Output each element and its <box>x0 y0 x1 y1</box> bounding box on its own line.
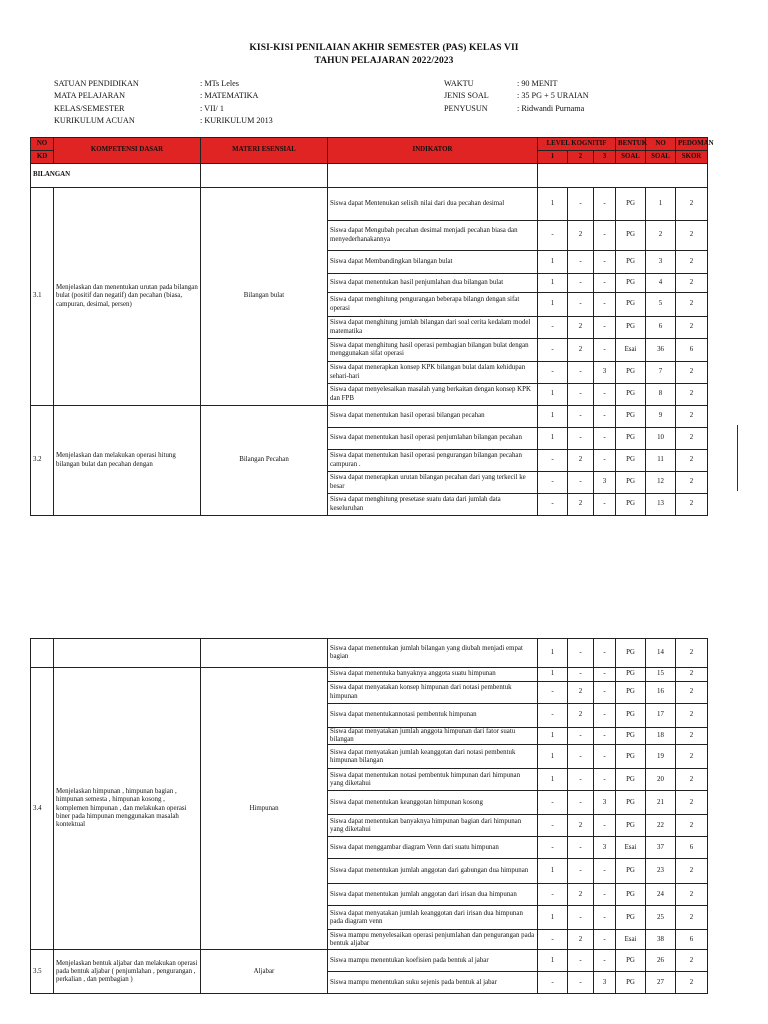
bentuk-soal-cell: PG <box>616 791 646 815</box>
level-2-cell: 2 <box>568 704 594 728</box>
level-1-cell: - <box>538 362 568 384</box>
no-soal-cell: 9 <box>646 406 676 428</box>
bentuk-soal-cell: PG <box>616 884 646 906</box>
table-row <box>31 188 708 221</box>
level-3-cell: - <box>594 274 616 293</box>
kompetensi-dasar: Menjelaskan himpunan , himpunan bagian , himpunan semesta , himpunan kosong , komplemen himpunan , dan melakukan operasi biner pada himpunan menggunakan masalah kontektual <box>54 668 201 950</box>
no-soal-cell: 36 <box>646 339 676 362</box>
level-2-cell: - <box>568 428 594 450</box>
bentuk-soal-cell: PG <box>616 668 646 682</box>
meta-value: : KURIKULUM 2013 <box>200 115 273 125</box>
level-3-cell: - <box>594 639 616 668</box>
skor-cell: 2 <box>676 428 708 450</box>
no-soal-cell: 18 <box>646 728 676 745</box>
header-bentuk: BENTUK <box>616 138 646 151</box>
bentuk-soal-cell: PG <box>616 950 646 972</box>
materi-esensial: Aljabar <box>201 950 328 994</box>
level-2-cell: - <box>568 293 594 317</box>
header-no-soal-sub: SOAL <box>646 151 676 164</box>
level-2-cell: 2 <box>568 930 594 950</box>
bentuk-soal-cell: PG <box>616 450 646 472</box>
meta-label: SATUAN PENDIDIKAN <box>54 79 139 88</box>
indikator-cell: Siswa dapat menentukannotasi pembentuk himpunan <box>328 704 538 728</box>
level-2-cell: - <box>568 745 594 769</box>
skor-cell: 2 <box>676 972 708 994</box>
level-1-cell: - <box>538 682 568 704</box>
no-soal-cell: 25 <box>646 906 676 930</box>
table-row <box>31 406 708 428</box>
level-1-cell: 1 <box>538 745 568 769</box>
table-header-row <box>31 138 708 151</box>
bentuk-soal-cell: PG <box>616 362 646 384</box>
meta-right-labels <box>444 78 489 115</box>
indikator-cell: Siswa dapat menerapkan urutan bilangan pecahan dari yang terkecil ke besar <box>328 472 538 494</box>
level-3-cell: - <box>594 251 616 274</box>
materi-esensial: Bilangan bulat <box>201 188 328 406</box>
level-2-cell: - <box>568 384 594 406</box>
no-soal-cell: 24 <box>646 884 676 906</box>
header-materi: MATERI ESENSIAL <box>201 138 328 164</box>
no-soal-cell: 6 <box>646 317 676 339</box>
skor-cell: 2 <box>676 815 708 837</box>
level-2-cell: 2 <box>568 317 594 339</box>
level-2-cell: 2 <box>568 339 594 362</box>
skor-cell: 2 <box>676 668 708 682</box>
level-3-cell: - <box>594 884 616 906</box>
level-1-cell: - <box>538 472 568 494</box>
header-level-1: 1 <box>538 151 568 164</box>
no-soal-cell: 11 <box>646 450 676 472</box>
level-2-cell: - <box>568 472 594 494</box>
indikator-cell: Siswa dapat menghitung jumlah bilangan dari soal cerita kedalam model matematika <box>328 317 538 339</box>
level-3-cell: - <box>594 221 616 251</box>
level-2-cell: 2 <box>568 682 594 704</box>
indikator-cell: Siswa dapat menentukan hasil operasi penjumlahan bilangan pecahan <box>328 428 538 450</box>
level-3-cell: - <box>594 906 616 930</box>
level-3-cell: - <box>594 668 616 682</box>
level-3-cell: - <box>594 769 616 791</box>
level-3-cell: - <box>594 682 616 704</box>
level-1-cell: - <box>538 884 568 906</box>
table-row <box>31 639 708 668</box>
skor-cell: 2 <box>676 221 708 251</box>
skor-cell: 2 <box>676 293 708 317</box>
skor-cell: 2 <box>676 472 708 494</box>
no-soal-cell: 2 <box>646 221 676 251</box>
header-level-3: 3 <box>594 151 616 164</box>
no-soal-cell: 10 <box>646 428 676 450</box>
level-1-cell: - <box>538 704 568 728</box>
skor-cell: 2 <box>676 728 708 745</box>
level-2-cell: - <box>568 728 594 745</box>
skor-cell: 2 <box>676 251 708 274</box>
level-3-cell: - <box>594 704 616 728</box>
no-soal-cell: 16 <box>646 682 676 704</box>
level-1-cell: 1 <box>538 274 568 293</box>
indikator-cell: Siswa dapat menentukan hasil operasi pengurangan bilangan pecahan campuran . <box>328 450 538 472</box>
bentuk-soal-cell: PG <box>616 317 646 339</box>
meta-value: : 35 PG + 5 URAIAN <box>517 91 589 101</box>
no-soal-cell: 12 <box>646 472 676 494</box>
bentuk-soal-cell: PG <box>616 639 646 668</box>
level-1-cell: 1 <box>538 769 568 791</box>
bentuk-soal-cell: PG <box>616 251 646 274</box>
skor-cell: 2 <box>676 639 708 668</box>
bentuk-soal-cell: PG <box>616 274 646 293</box>
level-2-cell: - <box>568 362 594 384</box>
indikator-cell: Siswa dapat menghitung pengurangan beberapa bilangn dengan sifat operasi <box>328 293 538 317</box>
indikator-cell: Siswa dapat menyatakan jumlah keanggotan dari irisan dua himpunan pada diagram venn <box>328 906 538 930</box>
no-soal-cell: 3 <box>646 251 676 274</box>
bentuk-soal-cell: PG <box>616 972 646 994</box>
document-subtitle: TAHUN PELAJARAN 2022/2023 <box>314 56 454 66</box>
skor-cell: 2 <box>676 406 708 428</box>
level-1-cell: - <box>538 221 568 251</box>
level-2-cell: - <box>568 769 594 791</box>
level-2-cell: 2 <box>568 884 594 906</box>
kompetensi-dasar: Menjelaskan bentuk aljabar dan melakukan operasi pada bentuk aljabar ( penjumlahan , pengurangan , perkalian , dan pembagian ) <box>54 950 201 994</box>
bentuk-soal-cell: PG <box>616 221 646 251</box>
meta-label: KELAS/SEMESTER <box>54 103 125 113</box>
level-1-cell: 1 <box>538 668 568 682</box>
kisi-table-page-2 <box>30 638 708 994</box>
skor-cell: 2 <box>676 682 708 704</box>
header-skor: PEDOMAN <box>676 138 708 151</box>
bentuk-soal-cell: PG <box>616 769 646 791</box>
bentuk-soal-cell: PG <box>616 406 646 428</box>
skor-cell: 2 <box>676 745 708 769</box>
level-1-cell: 1 <box>538 639 568 668</box>
indikator-cell: Siswa mampu menyelesaikan operasi penjumlahan dan pengurangan pada bentuk aljabar <box>328 930 538 950</box>
indikator-cell: Siswa dapat menerapkan konsep KPK bilangan bulat dalam kehidupan sehari-hari <box>328 362 538 384</box>
level-2-cell: - <box>568 906 594 930</box>
skor-cell: 2 <box>676 769 708 791</box>
level-1-cell: 1 <box>538 859 568 884</box>
level-3-cell: - <box>594 950 616 972</box>
materi-cell-empty <box>201 639 328 668</box>
skor-cell: 2 <box>676 362 708 384</box>
margin-mark <box>737 425 738 491</box>
level-1-cell: - <box>538 815 568 837</box>
level-3-cell: - <box>594 293 616 317</box>
skor-cell: 2 <box>676 384 708 406</box>
indikator-cell: Siswa dapat menentukan keanggotan himpunan kosong <box>328 791 538 815</box>
level-2-cell: 2 <box>568 221 594 251</box>
bentuk-soal-cell: PG <box>616 815 646 837</box>
skor-cell: 2 <box>676 188 708 221</box>
indikator-cell: Siswa dapat menggambar diagram Venn dari suatu himpunan <box>328 837 538 859</box>
no-soal-cell: 1 <box>646 188 676 221</box>
meta-label: JENIS SOAL <box>444 91 489 101</box>
no-soal-cell: 22 <box>646 815 676 837</box>
level-3-cell: - <box>594 450 616 472</box>
level-3-cell: - <box>594 859 616 884</box>
no-soal-cell: 4 <box>646 274 676 293</box>
level-1-cell: 1 <box>538 251 568 274</box>
kd-cell-empty <box>31 639 54 668</box>
skor-cell: 2 <box>676 859 708 884</box>
level-1-cell: - <box>538 494 568 516</box>
level-3-cell: - <box>594 339 616 362</box>
header-kompetensi: KOMPETENSI DASAR <box>54 138 201 164</box>
meta-left-labels <box>54 78 139 127</box>
level-3-cell: - <box>594 406 616 428</box>
header-skor-sub: SKOR <box>676 151 708 164</box>
level-2-cell: 2 <box>568 450 594 472</box>
level-3-cell: - <box>594 188 616 221</box>
level-2-cell: 2 <box>568 494 594 516</box>
indikator-cell: Siswa dapat menyatakan jumlah keanggotan dari notasi pembentuk himpunan bilangan <box>328 745 538 769</box>
skor-cell: 6 <box>676 930 708 950</box>
level-2-cell: - <box>568 791 594 815</box>
kd-number: 3.5 <box>31 950 54 994</box>
section-title: BILANGAN <box>31 164 201 188</box>
level-1-cell: 1 <box>538 906 568 930</box>
level-1-cell: - <box>538 972 568 994</box>
indikator-cell: Siswa dapat menentukan hasil penjumlahan dua bilangan bulat <box>328 274 538 293</box>
bentuk-soal-cell: PG <box>616 745 646 769</box>
level-2-cell: - <box>568 950 594 972</box>
bentuk-soal-cell: Esai <box>616 837 646 859</box>
level-1-cell: 1 <box>538 384 568 406</box>
level-2-cell: 2 <box>568 815 594 837</box>
bentuk-soal-cell: PG <box>616 494 646 516</box>
no-soal-cell: 26 <box>646 950 676 972</box>
indikator-cell: Siswa dapat menghitung hasil operasi pembagian bilangan bulat dengan menggunakan sifat operasi <box>328 339 538 362</box>
level-3-cell: 3 <box>594 837 616 859</box>
skor-cell: 6 <box>676 837 708 859</box>
no-soal-cell: 19 <box>646 745 676 769</box>
indikator-cell: Siswa dapat menyatakan konsep himpunan dari notasi pembentuk himpunan <box>328 682 538 704</box>
skor-cell: 2 <box>676 450 708 472</box>
meta-label: MATA PELAJARAN <box>54 91 125 101</box>
table-row <box>31 668 708 682</box>
no-soal-cell: 13 <box>646 494 676 516</box>
no-soal-cell: 23 <box>646 859 676 884</box>
no-soal-cell: 38 <box>646 930 676 950</box>
document-title: KISI-KISI PENILAIAN AKHIR SEMESTER (PAS) KELAS VII <box>249 43 519 53</box>
no-soal-cell: 17 <box>646 704 676 728</box>
indikator-cell: Siswa dapat menentuka banyaknya anggota suatu himpunan <box>328 668 538 682</box>
no-soal-cell: 8 <box>646 384 676 406</box>
no-soal-cell: 14 <box>646 639 676 668</box>
level-2-cell: - <box>568 972 594 994</box>
bentuk-soal-cell: PG <box>616 428 646 450</box>
level-1-cell: - <box>538 791 568 815</box>
bentuk-soal-cell: PG <box>616 384 646 406</box>
meta-right-values <box>517 78 589 115</box>
bentuk-soal-cell: PG <box>616 188 646 221</box>
indikator-cell: Siswa dapat Mentenukan selisih nilai dari dua pecahan desimal <box>328 188 538 221</box>
meta-left-values <box>200 78 273 127</box>
kd-number: 3.2 <box>31 406 54 516</box>
header-level: LEVEL KOGNITIF <box>538 138 616 151</box>
no-soal-cell: 5 <box>646 293 676 317</box>
skor-cell: 2 <box>676 906 708 930</box>
level-3-cell: - <box>594 745 616 769</box>
bentuk-soal-cell: Esai <box>616 339 646 362</box>
meta-value: : 90 MENIT <box>517 79 558 88</box>
kd-number: 3.1 <box>31 188 54 406</box>
indikator-cell: Siswa dapat menentukan jumlah anggotan dari irisan dua himpunan <box>328 884 538 906</box>
level-1-cell: - <box>538 837 568 859</box>
bentuk-soal-cell: PG <box>616 472 646 494</box>
header-level-2: 2 <box>568 151 594 164</box>
no-soal-cell: 20 <box>646 769 676 791</box>
level-1-cell: - <box>538 930 568 950</box>
indikator-cell: Siswa dapat menentukan jumlah anggotan dari gabungan dua himpunan <box>328 859 538 884</box>
level-1-cell: 1 <box>538 728 568 745</box>
indikator-cell: Siswa dapat menentukan jumlah bilangan yang diubah menjadi empat bagian <box>328 639 538 668</box>
indikator-cell: Siswa dapat Mengubah pecahan desimal menjadi pecahan biasa dan menyederhanakannya <box>328 221 538 251</box>
indikator-cell: Siswa dapat menghitung presetase suatu data dari jumlah data keseluruhan <box>328 494 538 516</box>
level-1-cell: 1 <box>538 188 568 221</box>
level-3-cell: - <box>594 428 616 450</box>
indikator-cell: Siswa dapat Membandingkan bilangan bulat <box>328 251 538 274</box>
level-3-cell: - <box>594 728 616 745</box>
skor-cell: 2 <box>676 494 708 516</box>
level-2-cell: - <box>568 251 594 274</box>
bentuk-soal-cell: PG <box>616 704 646 728</box>
meta-value: : VII/ 1 <box>200 103 224 113</box>
section-row <box>31 164 708 188</box>
bentuk-soal-cell: PG <box>616 682 646 704</box>
level-3-cell: 3 <box>594 972 616 994</box>
no-soal-cell: 15 <box>646 668 676 682</box>
level-3-cell: 3 <box>594 791 616 815</box>
level-3-cell: - <box>594 930 616 950</box>
materi-esensial: Himpunan <box>201 668 328 950</box>
skor-cell: 2 <box>676 884 708 906</box>
skor-cell: 6 <box>676 339 708 362</box>
indikator-cell: Siswa mampu menentukan koefisien pada bentuk al jabar <box>328 950 538 972</box>
header-no: NO <box>31 138 54 151</box>
meta-label: WAKTU <box>444 79 474 88</box>
table-row <box>31 950 708 972</box>
bentuk-soal-cell: PG <box>616 293 646 317</box>
level-3-cell: 3 <box>594 472 616 494</box>
level-1-cell: 1 <box>538 406 568 428</box>
bentuk-soal-cell: PG <box>616 906 646 930</box>
no-soal-cell: 37 <box>646 837 676 859</box>
level-2-cell: - <box>568 837 594 859</box>
skor-cell: 2 <box>676 791 708 815</box>
kisi-table-page-1 <box>30 137 714 516</box>
no-soal-cell: 7 <box>646 362 676 384</box>
level-3-cell: - <box>594 815 616 837</box>
level-2-cell: - <box>568 188 594 221</box>
bentuk-soal-cell: PG <box>616 859 646 884</box>
meta-label: KURIKULUM ACUAN <box>54 115 135 125</box>
meta-label: PENYUSUN <box>444 103 488 113</box>
skor-cell: 2 <box>676 704 708 728</box>
level-1-cell: - <box>538 450 568 472</box>
level-1-cell: 1 <box>538 950 568 972</box>
kd-number: 3.4 <box>31 668 54 950</box>
level-3-cell: - <box>594 317 616 339</box>
level-1-cell: 1 <box>538 428 568 450</box>
meta-value: : Ridwandi Purnama <box>517 103 585 113</box>
level-1-cell: - <box>538 317 568 339</box>
meta-value: : MATEMATIKA <box>200 91 259 101</box>
level-3-cell: - <box>594 384 616 406</box>
level-2-cell: - <box>568 668 594 682</box>
kompetensi-cell-empty <box>54 639 201 668</box>
header-indikator: INDIKATOR <box>328 138 538 164</box>
bentuk-soal-cell: PG <box>616 728 646 745</box>
indikator-cell: Siswa dapat menentukan notasi pembentuk himpunan dari himpunan yang diketahui <box>328 769 538 791</box>
bentuk-soal-cell: Esai <box>616 930 646 950</box>
skor-cell: 2 <box>676 950 708 972</box>
level-2-cell: - <box>568 639 594 668</box>
indikator-cell: Siswa dapat menentukan banyaknya himpunan bagian dari himpunan yang diketahui <box>328 815 538 837</box>
header-no-soal: NO <box>646 138 676 151</box>
level-3-cell: 3 <box>594 362 616 384</box>
kompetensi-dasar: Menjelaskan dan menentukan urutan pada bilangan bulat (positif dan negatif) dan pecahan (biasa, campuran, desimal, persen) <box>54 188 201 406</box>
level-1-cell: 1 <box>538 293 568 317</box>
kompetensi-dasar: Menjelaskan dan melakukan operasi hitung bilangan bulat dan pecahan dengan <box>54 406 201 516</box>
materi-esensial: Bilangan Pecahan <box>201 406 328 516</box>
indikator-cell: Siswa dapat menentukan hasil operasi bilangan pecahan <box>328 406 538 428</box>
indikator-cell: Siswa dapat menyatakan jumlah anggota himpunan dari fator suatu bilangan <box>328 728 538 745</box>
skor-cell: 2 <box>676 274 708 293</box>
level-2-cell: - <box>568 274 594 293</box>
header-kd: KD <box>31 151 54 164</box>
skor-cell: 2 <box>676 317 708 339</box>
level-3-cell: - <box>594 494 616 516</box>
no-soal-cell: 27 <box>646 972 676 994</box>
header-bentuk-sub: SOAL <box>616 151 646 164</box>
meta-value: : MTs Leles <box>200 79 239 88</box>
level-2-cell: - <box>568 406 594 428</box>
indikator-cell: Siswa mampu menentukan suku sejenis pada bentuk al jabar <box>328 972 538 994</box>
level-1-cell: - <box>538 339 568 362</box>
indikator-cell: Siswa dapat menyelesaikan masalah yang berkaitan dengan konsep KPK dan FPB <box>328 384 538 406</box>
no-soal-cell: 21 <box>646 791 676 815</box>
level-2-cell: - <box>568 859 594 884</box>
